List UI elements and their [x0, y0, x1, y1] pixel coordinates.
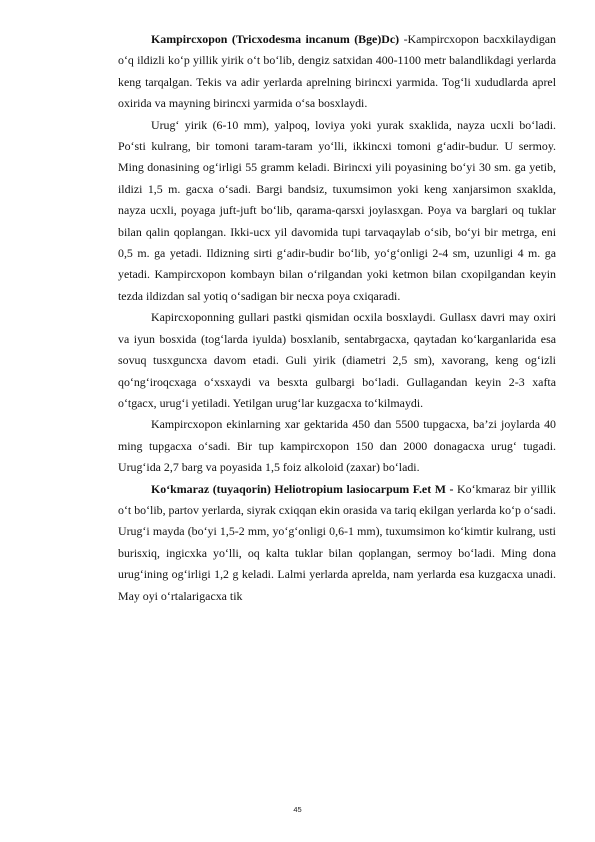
- paragraph-kampircxopon-intro: [118, 29, 556, 115]
- species-heading-kokmaraz: Ko‘kmaraz (tuyaqorin) Heliotropium lasiocarpum F.et M -: [151, 481, 454, 496]
- paragraph-text: Kapircxoponning gullari pastki qismidan ocxila bosxlaydi. Gullasx davri may oxiri va iyun bosxida (tog‘larda iyulda) bosxlanib, sentabrgacxa, qaytadan ko‘karganlarida esa sovuq tusxguncxa davom etadi. Guli yirik (diametri 2,5 sm), xavorang, keng og‘izli qo‘ng‘iroqcxaga o‘xsxaydi va besxta gulbargi bo‘ladi. Gullagandan keyin 2-3 xafta o‘tgacx, urug‘i yetiladi. Yetilgan urug‘lar kuzgacxa to‘kilmaydi.: [118, 310, 556, 410]
- paragraph-kokmaraz: [118, 479, 556, 607]
- paragraph-text: Urug‘ yirik (6-10 mm), yalpoq, loviya yoki yurak sxaklida, nayza ucxli bo‘ladi. Po‘sti kulrang, bir tomoni taram-taram yo‘lli, ikkincxi tomoni g‘adir-budur. U sermoy. Ming donasining og‘irligi 55 gramm keladi. Birincxi yili poyasining bo‘yi 30 sm. ga yetib, ildizi 1,5 m. gacxa o‘sadi. Bargi bandsiz, tuxumsimon yoki keng xanjarsimon sxaklda, nayza ucxli, poyaga juft-juft bo‘lib, qarama-qarsxi joylasxgan. Poya va barglari oq tuklar bilan qalin qoplangan. Ikki-ucx yil davomida tupi tarvaqaylab o‘sib, bo‘yi bir metrga, eni 0,5 m. ga yetadi. Ildizning sirti g‘adir-budir bo‘lib, yo‘g‘onligi 2-4 sm, uzunligi 4 m. ga yetadi. Kampircxopon kombayn bilan o‘rilgandan yoki ketmon bilan cxopilgandan keyin tezda ildizdan sal yotiq o‘sadigan bir necxa poya cxiqaradi.: [118, 117, 556, 303]
- body-text: [118, 29, 556, 607]
- paragraph-flowering: [118, 307, 556, 414]
- paragraph-density: [118, 414, 556, 478]
- paragraph-text: Kampircxopon ekinlarning xar gektarida 450 dan 5500 tupgacxa, ba’zi joylarda 40 ming tupgacxa o‘sadi. Bir tup kampircxopon 150 dan 2000 donagacxa urug‘ tugadi. Urug‘ida 2,7 barg va poyasida 1,5 foiz alkoloid (zaxar) bo‘ladi.: [118, 417, 556, 475]
- page-number: 45: [293, 805, 302, 814]
- paragraph-text: Ko‘kmaraz bir yillik o‘t bo‘lib, partov yerlarda, siyrak cxiqqan ekin orasida va tariq ekilgan yerlarda ko‘p o‘sadi. Urug‘i mayda (bo‘yi 1,5-2 mm, yo‘g‘onligi 0,6-1 mm), tuxumsimon ko‘kimtir kulrang, usti burisxiq, ingicxka yo‘lli, oq kalta tuklar bilan qoplangan, sermoy bo‘ladi. Ming dona urug‘ining og‘irligi 1,2 g keladi. Lalmi yerlarda aprelda, nam yerlarda esa kuzgacxa unadi. May oyi o‘rtalarigacxa tik: [118, 481, 556, 603]
- paragraph-seed-description: [118, 115, 556, 308]
- species-heading-kampircxopon: Kampircxopon (Tricxodesma incanum (Bge)Dc): [151, 32, 400, 46]
- paragraph-text: -Kampircxopon bacxkilaydigan o‘q ildizli ko‘p yillik yirik o‘t bo‘lib, dengiz satxidan 400-1100 metr balandlikdagi yerlarda keng tarqalgan. Tekis va adir yerlarda aprelning birincxi yarmida. Tog‘li xududlarda aprel oxirida va mayning birincxi yarmida o‘sa bosxlaydi.: [118, 32, 556, 111]
